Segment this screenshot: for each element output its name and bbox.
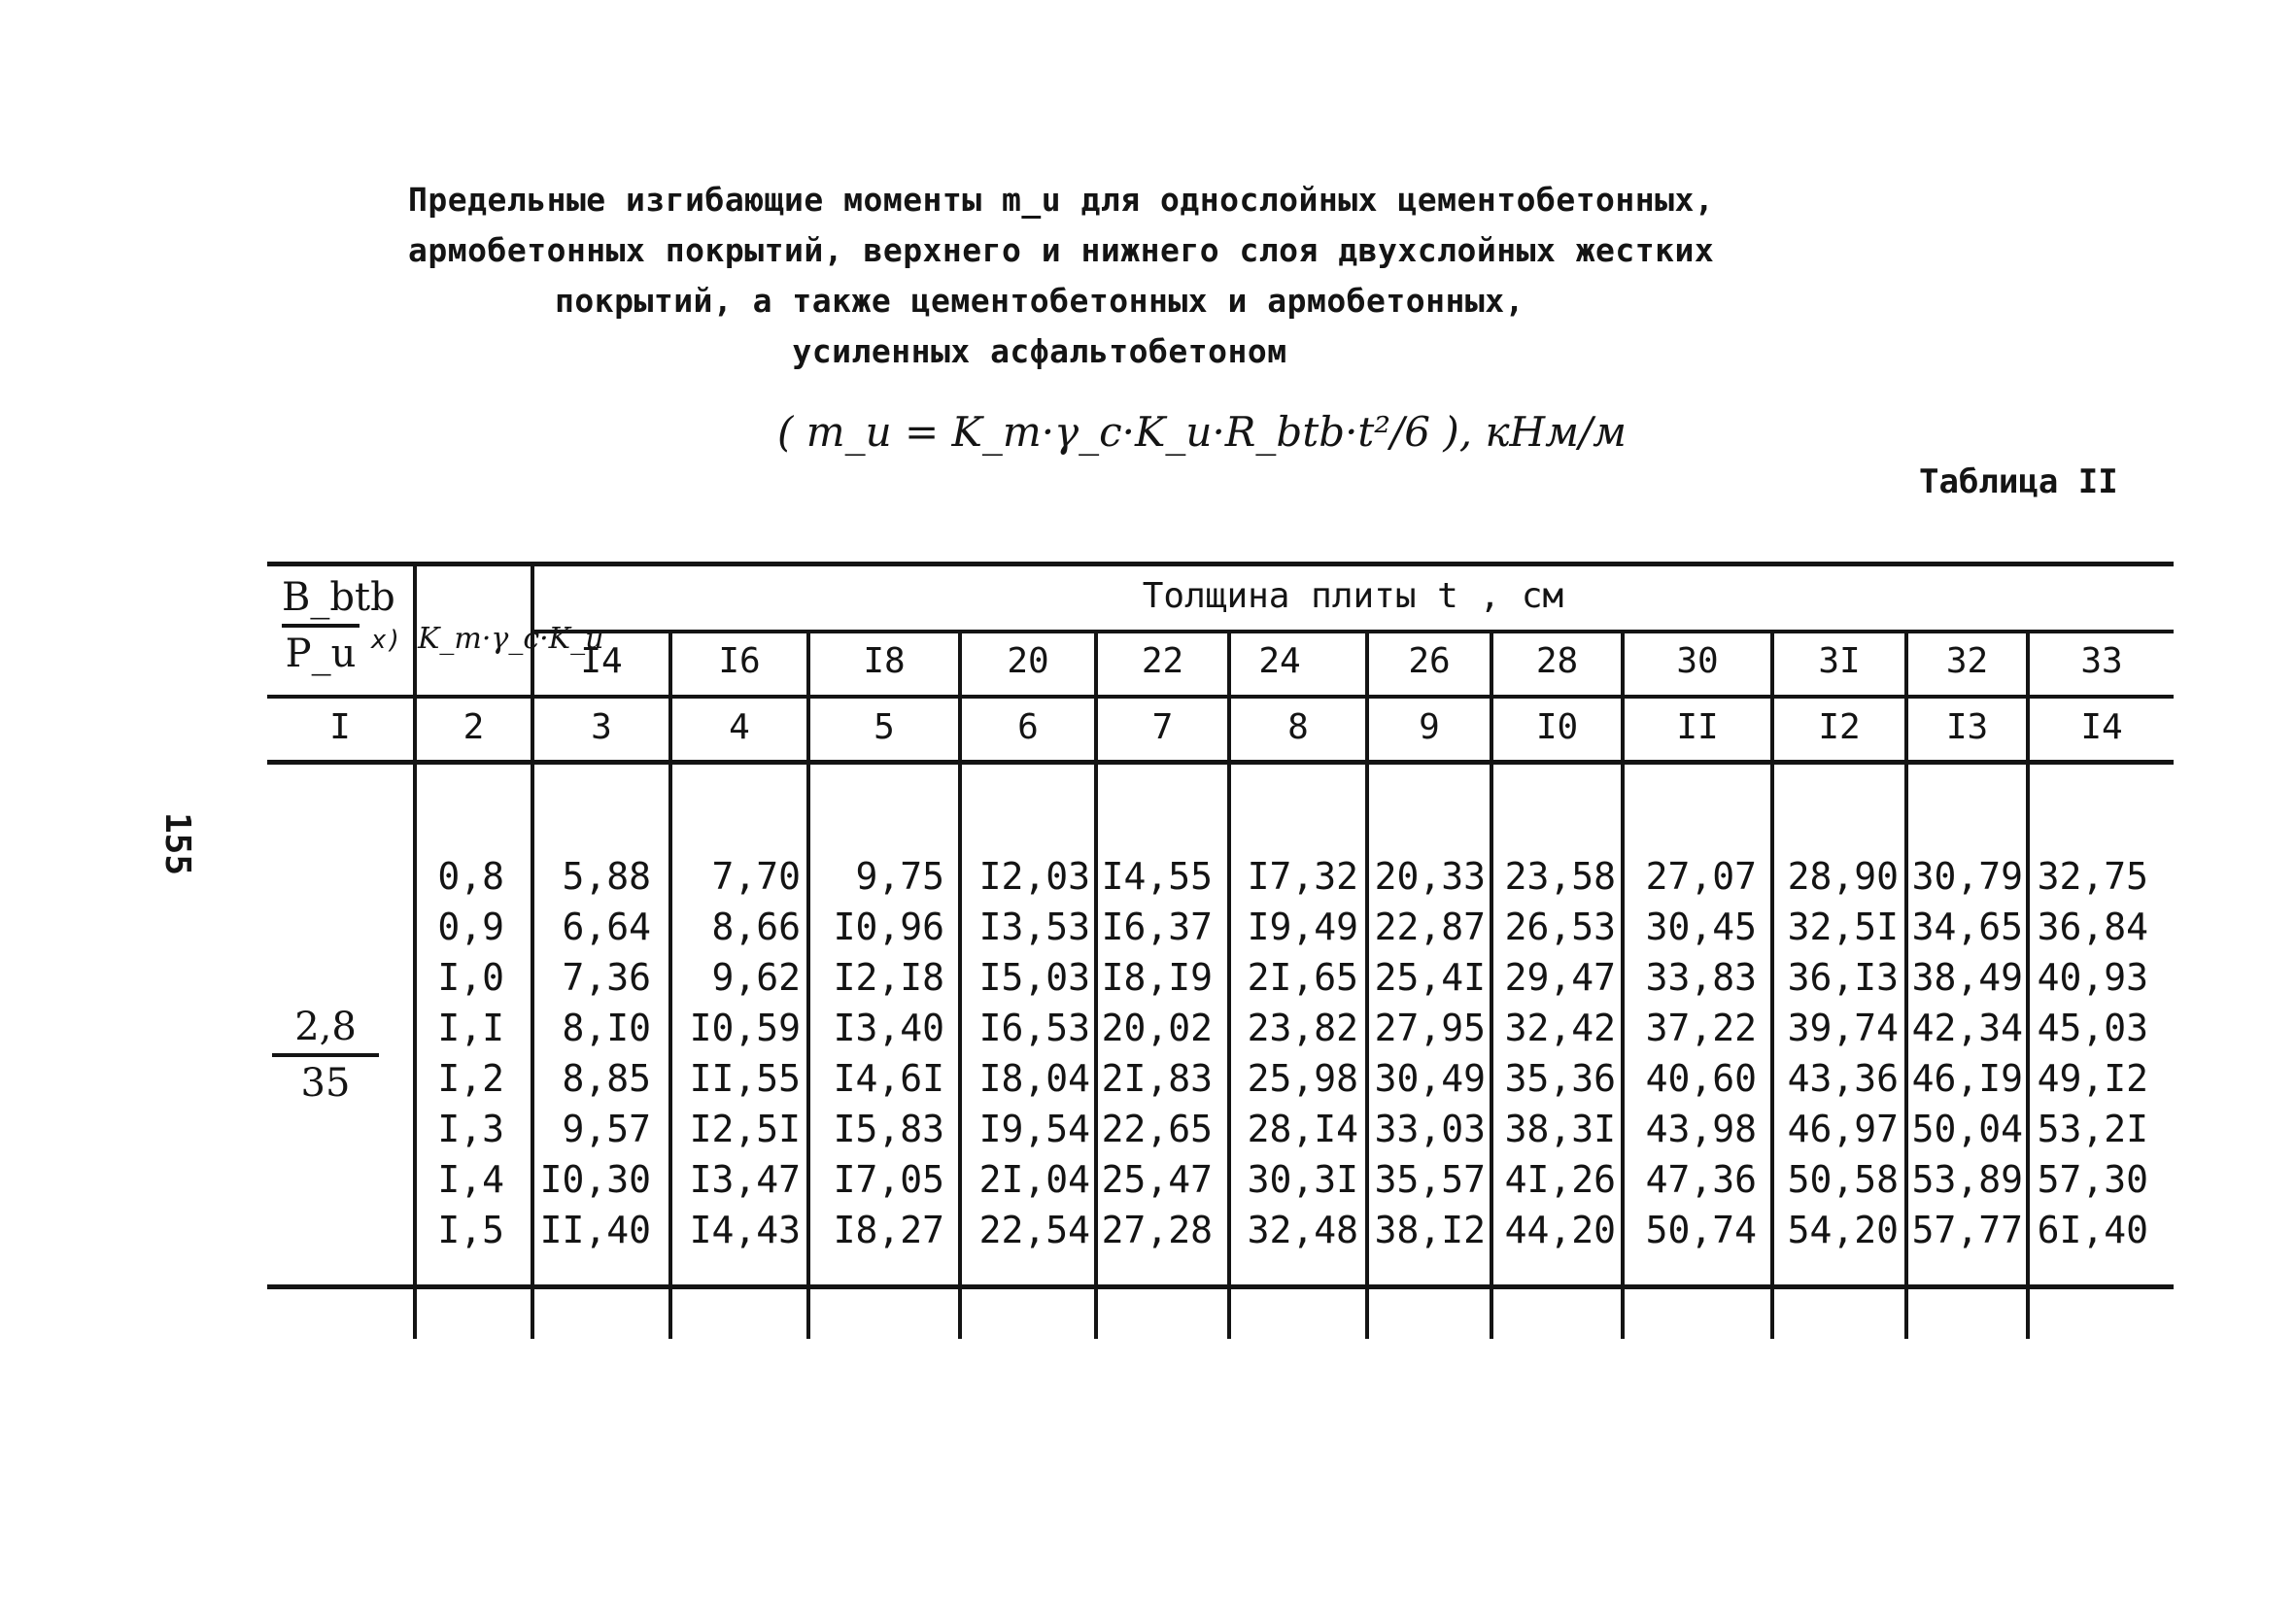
column-number: I0 (1535, 707, 1579, 747)
data-cell: I8,04 (978, 1057, 1090, 1100)
data-cell: 30,79 (1911, 855, 2023, 898)
data-cell: I6,37 (1101, 906, 1213, 948)
coefficient-cell: I,0 (437, 956, 504, 999)
data-cell: 50,04 (1911, 1108, 2023, 1150)
data-cell: 44,20 (1504, 1209, 1616, 1251)
data-cell: 2I,65 (1247, 956, 1358, 999)
data-cell: 9,62 (711, 956, 801, 999)
data-cell: 27,95 (1374, 1007, 1486, 1049)
data-cell: I5,03 (978, 956, 1090, 999)
data-cell: 28,90 (1787, 855, 1899, 898)
data-cell: 32,42 (1504, 1007, 1616, 1049)
coefficient-cell: I,3 (437, 1108, 504, 1150)
data-cell: 53,89 (1911, 1158, 2023, 1201)
coefficient-cell: I,I (437, 1007, 504, 1049)
data-column (1908, 851, 2023, 1255)
title-line: Предельные изгибающие моменты m_u для однослойных цементобетонных, (408, 181, 1715, 219)
table-bottom-rule (267, 1284, 2174, 1289)
data-cell: 38,49 (1911, 956, 2023, 999)
thickness-value: 24 (1258, 641, 1301, 681)
column-number: I4 (2080, 707, 2123, 747)
data-cell: 57,30 (2037, 1158, 2148, 1201)
data-column (2032, 851, 2148, 1255)
data-cell: 22,65 (1101, 1108, 1213, 1150)
data-cell: 20,33 (1374, 855, 1486, 898)
coefficient-cell: 0,8 (437, 855, 504, 898)
column-number: 4 (729, 707, 750, 747)
data-cell: 6I,40 (2037, 1209, 2148, 1251)
data-cell: 22,54 (978, 1209, 1090, 1251)
data-cell: 2I,83 (1101, 1057, 1213, 1100)
data-cell: I2,03 (978, 855, 1090, 898)
data-cell: I4,6I (833, 1057, 944, 1100)
coefficient-column (417, 851, 504, 1255)
table-label: Таблица II (1919, 462, 2118, 501)
data-cell: 8,66 (711, 906, 801, 948)
thickness-header: Толщина плиты t , см (1142, 576, 1564, 616)
ratio-value-top: 2,8 (294, 1005, 357, 1049)
column-number: 2 (463, 707, 485, 747)
data-cell: I3,40 (833, 1007, 944, 1049)
thickness-value: I8 (863, 641, 906, 681)
data-cell: 36,I3 (1787, 956, 1899, 999)
data-cell: I3,47 (689, 1158, 801, 1201)
thickness-value: I4 (580, 641, 623, 681)
thickness-value: 33 (2080, 641, 2123, 681)
coefficient-header: K_m·γ_c·K_u (418, 622, 604, 656)
data-cell: I0,30 (539, 1158, 651, 1201)
data-cell: 6,64 (562, 906, 651, 948)
data-cell: 46,97 (1787, 1108, 1899, 1150)
data-cell: 8,85 (562, 1057, 651, 1100)
column-number: 5 (874, 707, 895, 747)
data-cell: II,55 (689, 1057, 801, 1100)
column-number: 8 (1287, 707, 1309, 747)
table-top-rule (267, 562, 2174, 566)
thickness-value: I6 (718, 641, 761, 681)
data-column (536, 851, 651, 1255)
data-cell: 23,82 (1247, 1007, 1358, 1049)
column-number: 6 (1017, 707, 1039, 747)
data-cell: 45,03 (2037, 1007, 2148, 1049)
data-cell: 28,I4 (1247, 1108, 1358, 1150)
data-cell: I4,43 (689, 1209, 801, 1251)
data-cell: I9,54 (978, 1108, 1090, 1150)
title-line: усиленных асфальтобетоном (792, 332, 1287, 370)
column-number: 7 (1151, 707, 1174, 747)
thickness-value: 32 (1945, 641, 1989, 681)
data-cell: 30,3I (1247, 1158, 1358, 1201)
data-cell: 40,93 (2037, 956, 2148, 999)
data-cell: 9,57 (562, 1108, 651, 1150)
data-cell: I3,53 (978, 906, 1090, 948)
data-cell: 42,34 (1911, 1007, 2023, 1049)
header-rule (267, 695, 2174, 699)
data-cell: 32,48 (1247, 1209, 1358, 1251)
data-cell: 20,02 (1101, 1007, 1213, 1049)
data-cell: I2,I8 (833, 956, 944, 999)
data-column (1098, 851, 1213, 1255)
data-cell: 38,I2 (1374, 1209, 1486, 1251)
data-cell: 35,57 (1374, 1158, 1486, 1201)
data-cell: 27,28 (1101, 1209, 1213, 1251)
data-column (1774, 851, 1899, 1255)
table-title (408, 175, 1715, 377)
thickness-value: 30 (1676, 641, 1719, 681)
data-cell: 49,I2 (2037, 1057, 2148, 1100)
data-cell: 39,74 (1787, 1007, 1899, 1049)
data-cell: 7,70 (711, 855, 801, 898)
ratio-header-top: B_btb (282, 575, 395, 620)
data-cell: 43,36 (1787, 1057, 1899, 1100)
data-cell: 54,20 (1787, 1209, 1899, 1251)
fraction-bar (282, 624, 360, 628)
column-number: 3 (591, 707, 612, 747)
coefficient-cell: I,4 (437, 1158, 504, 1201)
data-cell: 57,77 (1911, 1209, 2023, 1251)
ratio-header-bottom: P_u (285, 632, 357, 676)
data-cell: 53,2I (2037, 1108, 2148, 1150)
column-number: I2 (1818, 707, 1861, 747)
data-cell: 32,75 (2037, 855, 2148, 898)
data-cell: I7,05 (833, 1158, 944, 1201)
data-cell: I0,96 (833, 906, 944, 948)
data-cell: 40,60 (1645, 1057, 1757, 1100)
data-cell: 4I,26 (1504, 1158, 1616, 1201)
data-column (962, 851, 1090, 1255)
coefficient-cell: I,5 (437, 1209, 504, 1251)
data-cell: 37,22 (1645, 1007, 1757, 1049)
data-cell: I8,27 (833, 1209, 944, 1251)
data-cell: I7,32 (1247, 855, 1358, 898)
data-cell: 36,84 (2037, 906, 2148, 948)
data-cell: 29,47 (1504, 956, 1616, 999)
column-number: I (329, 707, 351, 747)
data-column (1625, 851, 1757, 1255)
data-cell: 34,65 (1911, 906, 2023, 948)
data-cell: 22,87 (1374, 906, 1486, 948)
thickness-value: 20 (1007, 641, 1049, 681)
fraction-bar (272, 1053, 379, 1057)
data-column (1234, 851, 1358, 1255)
formula: ( m_u = K_m·γ_c·K_u·R_btb·t²/6 ), кНм/м (777, 408, 1627, 456)
ratio-header (282, 575, 395, 676)
data-cell: 7,36 (562, 956, 651, 999)
data-cell: 50,74 (1645, 1209, 1757, 1251)
data-cell: I4,55 (1101, 855, 1213, 898)
title-line: армобетонных покрытий, верхнего и нижнего слоя двухслойных жестких (408, 231, 1715, 269)
data-cell: II,40 (539, 1209, 651, 1251)
data-cell: 25,98 (1247, 1057, 1358, 1100)
data-cell: I9,49 (1247, 906, 1358, 948)
data-cell: 32,5I (1787, 906, 1899, 948)
data-cell: I5,83 (833, 1108, 944, 1150)
data-cell: 50,58 (1787, 1158, 1899, 1201)
data-cell: 26,53 (1504, 906, 1616, 948)
data-cell: 38,3I (1504, 1108, 1616, 1150)
data-cell: 43,98 (1645, 1108, 1757, 1150)
data-cell: I0,59 (689, 1007, 801, 1049)
title-line: покрытий, а также цементобетонных и армобетонных, (554, 282, 1525, 320)
data-column (1369, 851, 1486, 1255)
data-cell: 25,4I (1374, 956, 1486, 999)
data-cell: 25,47 (1101, 1158, 1213, 1201)
data-cell: 8,I0 (562, 1007, 651, 1049)
data-cell: 23,58 (1504, 855, 1616, 898)
data-cell: 46,I9 (1911, 1057, 2023, 1100)
data-cell: 33,83 (1645, 956, 1757, 999)
coefficient-cell: 0,9 (437, 906, 504, 948)
data-cell: 9,75 (855, 855, 944, 898)
data-cell: 33,03 (1374, 1108, 1486, 1150)
thickness-value: 26 (1408, 641, 1451, 681)
column-number-rule (267, 760, 2174, 765)
thickness-header-rule (532, 630, 2174, 633)
ratio-value (272, 1005, 379, 1106)
page-number: 155 (157, 811, 198, 876)
data-cell: I6,53 (978, 1007, 1090, 1049)
column-number: 9 (1419, 707, 1440, 747)
data-cell: I8,I9 (1101, 956, 1213, 999)
data-cell: 30,45 (1645, 906, 1757, 948)
data-cell: 5,88 (562, 855, 651, 898)
data-cell: 2I,04 (978, 1158, 1090, 1201)
column-number: II (1676, 707, 1719, 747)
coefficient-cell: I,2 (437, 1057, 504, 1100)
data-cell: 47,36 (1645, 1158, 1757, 1201)
footnote-mark: x) (371, 626, 402, 655)
data-cell: 35,36 (1504, 1057, 1616, 1100)
data-column (1493, 851, 1616, 1255)
data-column (812, 851, 944, 1255)
thickness-value: 28 (1535, 641, 1579, 681)
column-number: I3 (1945, 707, 1989, 747)
ratio-value-bottom: 35 (300, 1061, 351, 1106)
data-cell: 27,07 (1645, 855, 1757, 898)
thickness-value: 22 (1141, 641, 1184, 681)
thickness-value: 3I (1818, 641, 1861, 681)
data-cell: I2,5I (689, 1108, 801, 1150)
data-column (674, 851, 801, 1255)
data-cell: 30,49 (1374, 1057, 1486, 1100)
